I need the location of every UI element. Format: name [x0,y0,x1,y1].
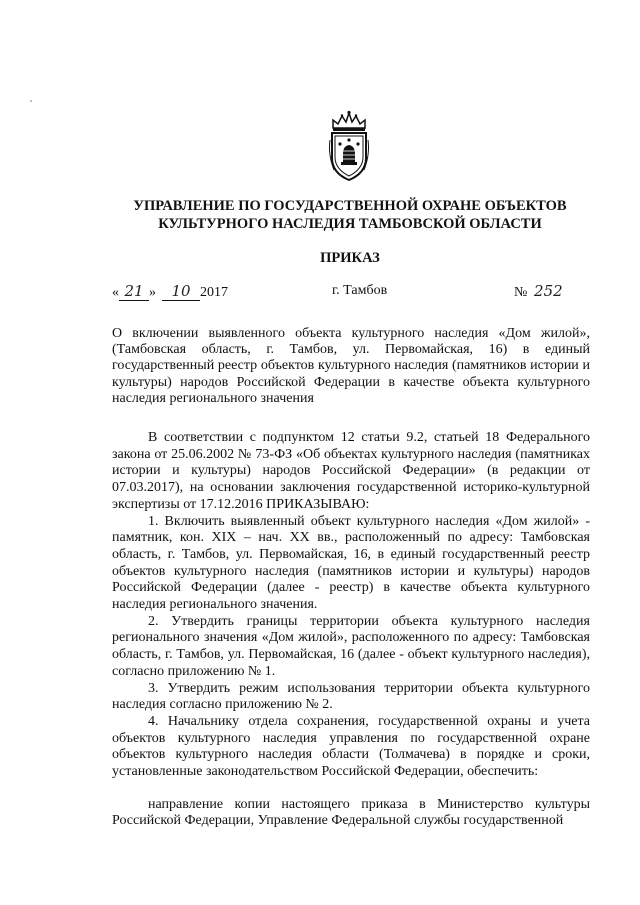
order-date [112,282,228,302]
date-month-handwritten: 10 [162,282,200,301]
coat-of-arms-icon [325,110,373,182]
number-prefix: № [514,285,528,300]
paragraph-item-3: 3. Утвердить режим использования территории объекта культурного наследия согласно приложению № 2. [112,680,590,713]
date-open-quote: « [112,285,119,300]
number-handwritten: 252 [534,282,563,300]
paragraph-preamble: В соответствии с подпунктом 12 статьи 9.2, статьей 18 Федерального закона от 25.06.2002 № 73-ФЗ «Об объектах культурного наследия (памятниках истории и культуры) народов Российской Федерации» (в редакции от 07.03.2017), на основании заключения государственной историко-культурной экспертизы от 17.12.2016 ПРИКАЗЫВАЮ: [112,430,590,512]
order-number [514,282,566,302]
order-body [112,430,590,830]
date-day-handwritten: 21 [119,282,149,301]
document-type-title: ПРИКАЗ [320,250,380,266]
org-name-line2: КУЛЬТУРНОГО НАСЛЕДИЯ ТАМБОВСКОЙ ОБЛАСТИ [158,216,542,232]
date-year: 2017 [200,285,228,300]
order-city: г. Тамбов [332,283,388,298]
order-subject: О включении выявленного объекта культурного наследия «Дом жилой», (Тамбовская область, г. Тамбов, ул. Первомайская, 16) в единый государственный реестр объектов культурного наследия (памятников истории и культуры) народов Российской Федерации в качестве объекта культурного наследия регионального значения [112,326,590,406]
paragraph-item-1: 1. Включить выявленный объект культурного наследия «Дом жилой» - памятник, кон. XIX – нач. XX вв., расположенный по адресу: Тамбовская область, г. Тамбов, ул. Первомайская, 16, в единый государственный реестр объектов культурного наследия (памятников истории и культуры) народов Российской Федерации (далее - реестр) в качестве объекта культурного наследия регионального значения. [112,513,590,613]
scan-speck [30,100,32,102]
org-name-line1: УПРАВЛЕНИЕ ПО ГОСУДАРСТВЕННОЙ ОХРАНЕ ОБЪЕКТОВ [133,198,567,214]
paragraph-subitem: направление копии настоящего приказа в Министерство культуры Российской Федерации, Управление Федеральной службы государственной [112,796,590,829]
date-close-quote: » [149,285,156,300]
paragraph-item-4: 4. Начальнику отдела сохранения, государственной охраны и учета объектов культурного наследия управления по государственной охране объектов культурного наследия области (Толмачева) в порядке и сроки, установленные законодательством Российской Федерации, обеспечить: [112,713,590,780]
paragraph-item-2: 2. Утвердить границы территории объекта культурного наследия регионального значения «Дом жилой», расположенного по адресу: Тамбовская область, г. Тамбов, ул. Первомайская, 16 (далее - объект культурного наследия), согласно приложению № 1. [112,613,590,679]
